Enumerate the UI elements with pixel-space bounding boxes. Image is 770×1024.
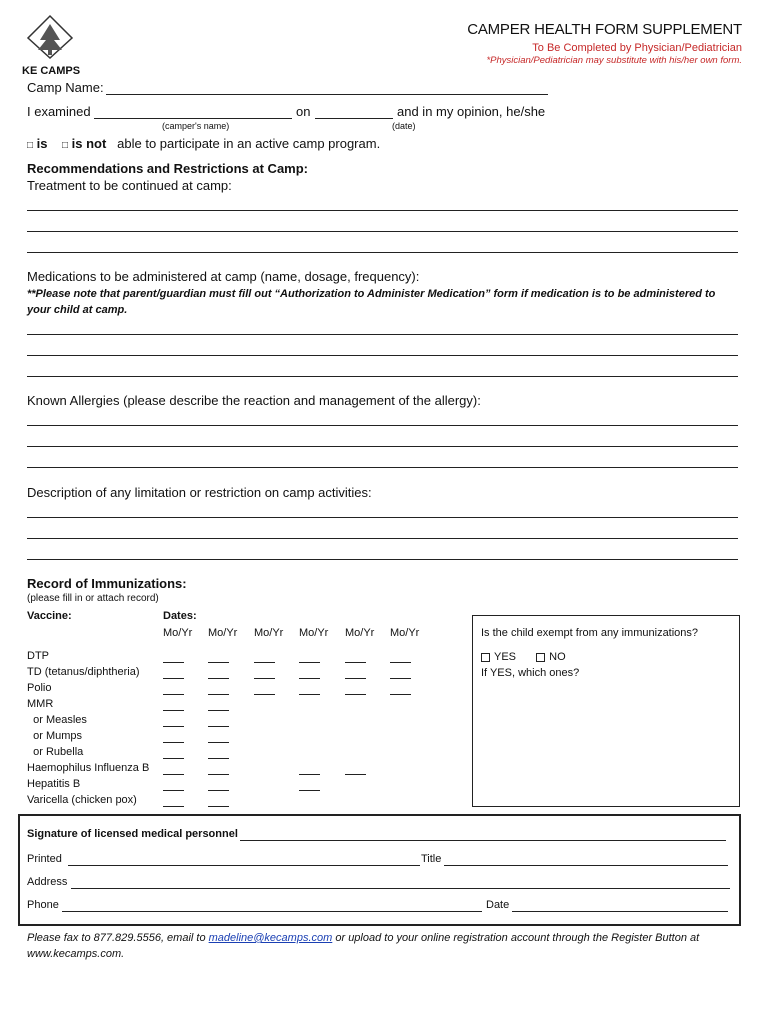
- footer-email-link[interactable]: madeline@kecamps.com: [208, 932, 333, 944]
- logo-brand: KE CAMPS: [22, 65, 81, 77]
- phone-label: Phone: [27, 899, 59, 911]
- campers-name-caption: (camper's name): [162, 121, 230, 131]
- allergies-line[interactable]: [27, 467, 738, 468]
- medications-line[interactable]: [27, 355, 738, 356]
- allergies-line[interactable]: [27, 446, 738, 447]
- vaccine-date-field[interactable]: [345, 678, 366, 679]
- examined-suffix: and in my opinion, he/she: [397, 104, 546, 119]
- title-label: Title: [421, 853, 442, 865]
- treatment-line[interactable]: [27, 231, 738, 232]
- vaccine-date-field[interactable]: [345, 774, 366, 775]
- vaccine-date-field[interactable]: [254, 662, 275, 663]
- medications-label: Medications to be administered at camp (name, dosage, frequency):: [27, 269, 420, 284]
- mo-yr-header: Mo/Yr: [254, 627, 284, 639]
- camp-name-field[interactable]: [106, 94, 548, 95]
- vaccine-date-field[interactable]: [345, 694, 366, 695]
- treatment-line[interactable]: [27, 210, 738, 211]
- vaccine-date-field[interactable]: [208, 726, 229, 727]
- form-note: *Physician/Pediatrician may substitute with his/her own form.: [486, 55, 742, 66]
- date-field[interactable]: [512, 911, 728, 912]
- vaccine-date-field[interactable]: [163, 662, 184, 663]
- exempt-box: [472, 615, 740, 807]
- medications-line[interactable]: [27, 334, 738, 335]
- vaccine-date-field[interactable]: [163, 758, 184, 759]
- ability-rest: able to participate in an active camp program.: [117, 136, 381, 151]
- exempt-no-checkbox[interactable]: [536, 653, 545, 662]
- exempt-yes-checkbox[interactable]: [481, 653, 490, 662]
- exempt-options: [481, 650, 566, 664]
- dates-header: Dates:: [163, 610, 197, 622]
- tree-diamond-icon: [22, 14, 78, 60]
- vaccine-date-field[interactable]: [163, 742, 184, 743]
- vaccine-date-field[interactable]: [299, 790, 320, 791]
- examined-on: on: [296, 104, 311, 119]
- vaccine-date-field[interactable]: [208, 806, 229, 807]
- treatment-label: Treatment to be continued at camp:: [27, 178, 232, 193]
- exam-date-field[interactable]: [315, 118, 393, 119]
- vaccine-date-field[interactable]: [299, 774, 320, 775]
- vaccine-date-field[interactable]: [299, 662, 320, 663]
- vaccine-name: MMR: [27, 698, 54, 710]
- allergies-label: Known Allergies (please describe the reaction and management of the allergy):: [27, 393, 481, 408]
- vaccine-name: or Mumps: [27, 730, 83, 742]
- immunizations-heading: Record of Immunizations:: [27, 576, 187, 591]
- vaccine-date-field[interactable]: [208, 694, 229, 695]
- vaccine-name: Haemophilus Influenza B: [27, 762, 150, 774]
- exempt-which: If YES, which ones?: [481, 667, 580, 679]
- vaccine-date-field[interactable]: [299, 694, 320, 695]
- vaccine-name: Polio: [27, 682, 52, 694]
- vaccine-date-field[interactable]: [390, 694, 411, 695]
- vaccine-name: DTP: [27, 650, 49, 662]
- mo-yr-header: Mo/Yr: [299, 627, 329, 639]
- footer-prefix: Please fax to 877.829.5556, email to: [27, 932, 209, 944]
- exempt-no-label: NO: [549, 651, 566, 663]
- exempt-question: Is the child exempt from any immunizations?: [481, 627, 699, 639]
- printed-field[interactable]: [68, 865, 420, 866]
- signature-box: [18, 814, 741, 926]
- exempt-yes-label: YES: [494, 651, 517, 663]
- vaccine-date-field[interactable]: [208, 758, 229, 759]
- treatment-line[interactable]: [27, 252, 738, 253]
- medications-line[interactable]: [27, 376, 738, 377]
- limitations-label: Description of any limitation or restriction on camp activities:: [27, 485, 372, 500]
- vaccine-date-field[interactable]: [208, 774, 229, 775]
- vaccine-name: or Measles: [27, 714, 87, 726]
- limitations-line[interactable]: [27, 538, 738, 539]
- address-field[interactable]: [71, 888, 730, 889]
- vaccine-date-field[interactable]: [208, 678, 229, 679]
- vaccine-header: Vaccine:: [27, 610, 72, 622]
- is-not-label: is not: [71, 136, 107, 151]
- immunizations-sub: (please fill in or attach record): [27, 593, 159, 604]
- examined-prefix: I examined: [27, 104, 91, 119]
- date-caption: (date): [392, 121, 416, 131]
- limitations-line[interactable]: [27, 559, 738, 560]
- vaccine-name: TD (tetanus/diphtheria): [27, 666, 140, 678]
- signature-field[interactable]: [240, 840, 726, 841]
- mo-yr-header: Mo/Yr: [163, 627, 193, 639]
- vaccine-name: Hepatitis B: [27, 778, 81, 790]
- vaccine-name: or Rubella: [27, 746, 84, 758]
- signature-label: Signature of licensed medical personnel: [27, 828, 238, 840]
- is-label: is: [36, 136, 48, 151]
- vaccine-date-field[interactable]: [390, 678, 411, 679]
- camp-name-label: Camp Name:: [27, 80, 104, 95]
- title-field[interactable]: [444, 865, 728, 866]
- vaccine-date-field[interactable]: [299, 678, 320, 679]
- vaccine-date-field[interactable]: [254, 694, 275, 695]
- date-label: Date: [486, 899, 510, 911]
- is-checkbox[interactable]: □: [27, 140, 34, 151]
- limitations-line[interactable]: [27, 517, 738, 518]
- vaccine-date-field[interactable]: [163, 774, 184, 775]
- allergies-line[interactable]: [27, 425, 738, 426]
- vaccine-date-field[interactable]: [163, 694, 184, 695]
- ability-row: [27, 136, 380, 154]
- is-not-checkbox[interactable]: □: [61, 140, 69, 151]
- printed-label: Printed: [27, 853, 62, 865]
- recommendations-heading: Recommendations and Restrictions at Camp:: [27, 161, 308, 176]
- vaccine-date-field[interactable]: [208, 710, 229, 711]
- vaccine-date-field[interactable]: [208, 742, 229, 743]
- vaccine-date-field[interactable]: [345, 662, 366, 663]
- medications-note: **Please note that parent/guardian must fill out “Authorization to Administer Medication” form if medication is to be administered to your child at camp.: [27, 288, 716, 316]
- vaccine-name: Varicella (chicken pox): [27, 794, 137, 806]
- form-subtitle: To Be Completed by Physician/Pediatrician: [532, 42, 742, 54]
- mo-yr-header: Mo/Yr: [345, 627, 375, 639]
- vaccine-date-field[interactable]: [163, 806, 184, 807]
- vaccine-date-field[interactable]: [163, 726, 184, 727]
- mo-yr-header: Mo/Yr: [208, 627, 238, 639]
- footer-instructions: [27, 930, 742, 962]
- vaccine-date-field[interactable]: [254, 678, 275, 679]
- vaccine-date-field[interactable]: [208, 662, 229, 663]
- ke-camps-logo: [22, 14, 81, 77]
- vaccine-date-field[interactable]: [390, 662, 411, 663]
- vaccine-date-field[interactable]: [163, 710, 184, 711]
- mo-yr-header: Mo/Yr: [390, 627, 420, 639]
- form-title: CAMPER HEALTH FORM SUPPLEMENT: [467, 21, 742, 38]
- vaccine-date-field[interactable]: [163, 678, 184, 679]
- phone-field[interactable]: [62, 911, 482, 912]
- vaccine-date-field[interactable]: [163, 790, 184, 791]
- footer-suffix: or upload to your online registration account through the Register Button at www.kecamps.com.: [27, 932, 700, 960]
- vaccine-date-field[interactable]: [208, 790, 229, 791]
- address-label: Address: [27, 876, 68, 888]
- campers-name-field[interactable]: [94, 118, 292, 119]
